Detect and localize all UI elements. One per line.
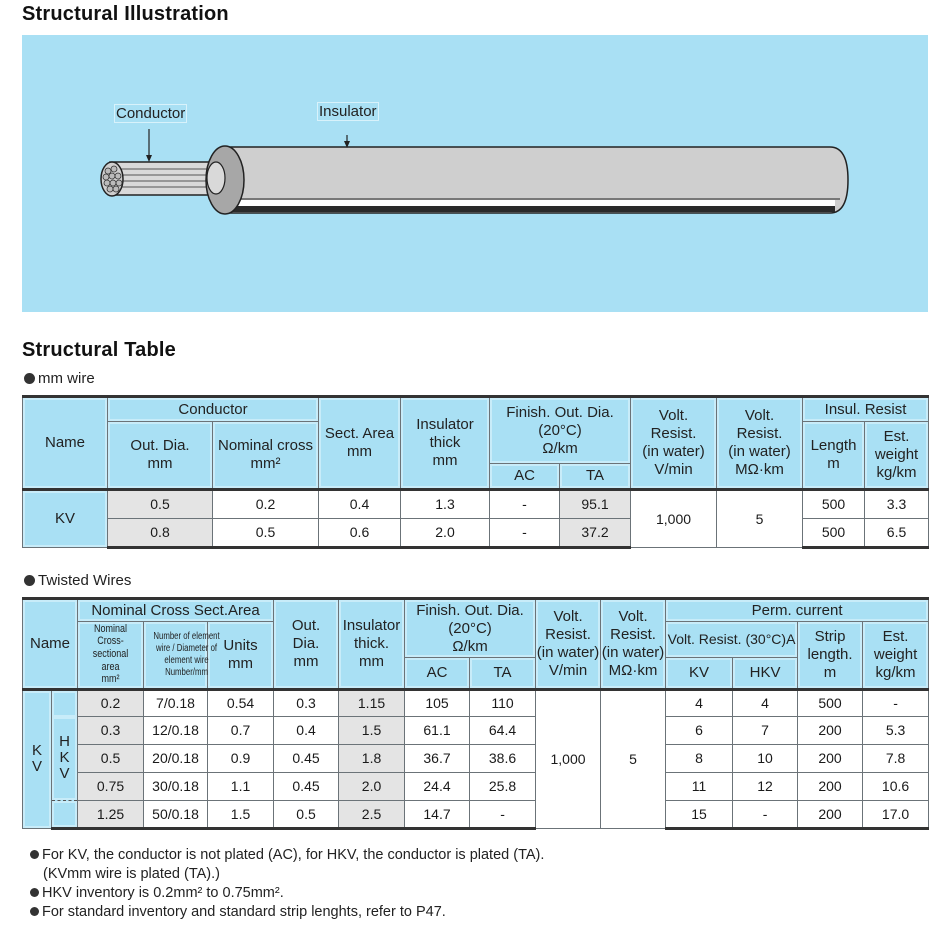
header-ta: TA: [470, 658, 536, 690]
header-name: Name: [23, 599, 78, 690]
header-length: Length m: [803, 422, 865, 490]
cell-ta: 25.8: [470, 773, 536, 801]
twisted-subtitle-text: Twisted Wires: [38, 572, 132, 589]
cell-weight: 17.0: [863, 801, 929, 829]
cell-ta: 110: [470, 690, 536, 717]
cell-out-dia: 0.8: [108, 519, 213, 548]
cell-units: 0.9: [208, 745, 274, 773]
mm-wire-subtitle: [24, 370, 95, 387]
bullet-icon: [30, 907, 39, 916]
mm-wire-table: [22, 395, 929, 549]
cell-hkv: 10: [733, 745, 798, 773]
cell-kv: 15: [666, 801, 733, 829]
cell-out-dia: 0.5: [108, 490, 213, 519]
cell-units: 0.7: [208, 717, 274, 745]
table-row: [23, 745, 929, 773]
header-insulator-thick: Insulator thick mm: [401, 397, 490, 490]
cell-strip: 200: [798, 773, 863, 801]
name-kv: KV: [23, 690, 52, 829]
header-sect-area: Sect. Area mm: [319, 397, 401, 490]
twisted-subtitle: [24, 572, 131, 589]
cell-volt-vmin: 1,000: [536, 690, 601, 829]
header-ac: AC: [490, 464, 560, 490]
cell-kv: 11: [666, 773, 733, 801]
header-out-dia: Out. Dia. mm: [274, 599, 339, 690]
cell-units: 0.54: [208, 690, 274, 717]
wire-drawing: [22, 35, 928, 312]
cell-weight: 5.3: [863, 717, 929, 745]
header-kv: KV: [666, 658, 733, 690]
cell-nominal: 0.5: [213, 519, 319, 548]
twisted-wires-table: [22, 597, 929, 830]
cell-ac: 24.4: [405, 773, 470, 801]
header-conductor: Conductor: [108, 397, 319, 422]
name-hkv-spacer: [52, 801, 78, 829]
cell-strip: 200: [798, 801, 863, 829]
table-row: [23, 690, 929, 717]
header-insulator-thick: Insulator thick. mm: [339, 599, 405, 690]
insulator-label: Insulator: [319, 103, 377, 120]
table-row: [23, 801, 929, 829]
wire-illustration: [22, 35, 928, 312]
cell-out-dia: 0.3: [274, 690, 339, 717]
cell-weight: 7.8: [863, 745, 929, 773]
cell-weight: 3.3: [865, 490, 929, 519]
cell-sect: 0.4: [319, 490, 401, 519]
bullet-icon: [30, 888, 39, 897]
cell-volt-mohm: 5: [717, 490, 803, 548]
header-ac: AC: [405, 658, 470, 690]
cell-area: 0.2: [78, 690, 144, 717]
cell-area: 1.25: [78, 801, 144, 829]
cell-ta: 64.4: [470, 717, 536, 745]
header-ta: TA: [560, 464, 631, 490]
cell-element: 7/0.18: [144, 690, 208, 717]
header-perm-current: Perm. current: [666, 599, 929, 622]
note-item: For standard inventory and standard strip lenghts, refer to P47.: [30, 903, 544, 922]
cell-insulator: 2.0: [339, 773, 405, 801]
cell-ta: 37.2: [560, 519, 631, 548]
cell-insulator: 1.8: [339, 745, 405, 773]
cell-ac: -: [490, 519, 560, 548]
cell-hkv: 12: [733, 773, 798, 801]
cell-sect: 0.6: [319, 519, 401, 548]
header-volt-resist-mohm: Volt. Resist. (in water) MΩ·km: [601, 599, 666, 690]
conductor-label: Conductor: [116, 105, 186, 122]
header-finish-out-dia: Finish. Out. Dia. (20°C) Ω/km: [405, 599, 536, 658]
cell-volt-mohm: 5: [601, 690, 666, 829]
cell-ta: -: [470, 801, 536, 829]
cell-length: 500: [803, 519, 865, 548]
notes-list: [30, 846, 544, 922]
cell-ac: 36.7: [405, 745, 470, 773]
table-row: [23, 717, 929, 745]
table-row: [23, 773, 929, 801]
cell-volt-vmin: 1,000: [631, 490, 717, 548]
header-est-weight: Est. weight kg/km: [863, 622, 929, 690]
cell-strip: 200: [798, 717, 863, 745]
cell-weight: 10.6: [863, 773, 929, 801]
note-item: (KVmm wire is plated (TA).): [43, 866, 220, 882]
header-element-wire: Number of element wire / Diameter of element wire Number/mm: [144, 622, 208, 690]
conductor-strands: [101, 162, 210, 196]
cell-ac: -: [490, 490, 560, 519]
cell-units: 1.1: [208, 773, 274, 801]
cell-out-dia: 0.45: [274, 745, 339, 773]
cell-hkv: 4: [733, 690, 798, 717]
header-volt-resist-vmin: Volt. Resist. (in water) V/min: [631, 397, 717, 490]
cell-element: 20/0.18: [144, 745, 208, 773]
header-nominal-cross-sect-area: Nominal Cross Sect.Area: [78, 599, 274, 622]
cell-insulator: 1.3: [401, 490, 490, 519]
cell-area: 0.3: [78, 717, 144, 745]
table-row: [23, 490, 929, 519]
header-nominal-area: Nominal Cross- sectional area mm²: [78, 622, 144, 690]
header-est-weight: Est. weight kg/km: [865, 422, 929, 490]
cell-strip: 500: [798, 690, 863, 717]
header-hkv: HKV: [733, 658, 798, 690]
header-units: Units mm: [208, 622, 274, 690]
mm-wire-subtitle-text: mm wire: [38, 370, 95, 387]
cell-area: 0.5: [78, 745, 144, 773]
cell-ac: 14.7: [405, 801, 470, 829]
cell-weight: 6.5: [865, 519, 929, 548]
header-strip-length: Strip length. m: [798, 622, 863, 690]
cell-insulator: 2.0: [401, 519, 490, 548]
cell-units: 1.5: [208, 801, 274, 829]
cell-insulator: 2.5: [339, 801, 405, 829]
header-out-dia: Out. Dia. mm: [108, 422, 213, 490]
cell-out-dia: 0.45: [274, 773, 339, 801]
illustration-title: Structural Illustration: [22, 3, 229, 25]
cell-kv: 8: [666, 745, 733, 773]
cell-length: 500: [803, 490, 865, 519]
cell-nominal: 0.2: [213, 490, 319, 519]
cell-element: 12/0.18: [144, 717, 208, 745]
name-hkv: HKV: [52, 717, 78, 801]
cell-ac: 61.1: [405, 717, 470, 745]
header-volt-resist-mohm: Volt. Resist. (in water) MΩ·km: [717, 397, 803, 490]
cell-insulator: 1.5: [339, 717, 405, 745]
header-nominal-cross: Nominal cross mm²: [213, 422, 319, 490]
cell-strip: 200: [798, 745, 863, 773]
note-item: For KV, the conductor is not plated (AC), for HKV, the conductor is plated (TA).: [30, 846, 544, 865]
name-hkv-spacer: [52, 690, 78, 717]
cell-element: 30/0.18: [144, 773, 208, 801]
header-insul-resist: Insul. Resist: [803, 397, 929, 422]
name-kv: KV: [23, 490, 108, 548]
cell-ta: 38.6: [470, 745, 536, 773]
cell-ac: 105: [405, 690, 470, 717]
header-volt-resist-vmin: Volt. Resist. (in water) V/min: [536, 599, 601, 690]
cell-element: 50/0.18: [144, 801, 208, 829]
cell-insulator: 1.15: [339, 690, 405, 717]
cell-area: 0.75: [78, 773, 144, 801]
table-section-title: Structural Table: [22, 339, 176, 361]
bullet-icon: [24, 373, 35, 384]
header-finish-out-dia: Finish. Out. Dia. (20°C) Ω/km: [490, 397, 631, 464]
insulator-body: [206, 146, 848, 214]
cell-out-dia: 0.4: [274, 717, 339, 745]
header-volt-resist-30: Volt. Resist. (30°C)A: [666, 622, 798, 658]
bullet-icon: [24, 575, 35, 586]
cell-ta: 95.1: [560, 490, 631, 519]
bullet-icon: [30, 850, 39, 859]
cell-kv: 4: [666, 690, 733, 717]
cell-hkv: -: [733, 801, 798, 829]
note-item: HKV inventory is 0.2mm² to 0.75mm².: [30, 884, 544, 903]
cell-out-dia: 0.5: [274, 801, 339, 829]
header-name: Name: [23, 397, 108, 490]
cell-weight: -: [863, 690, 929, 717]
cell-kv: 6: [666, 717, 733, 745]
cell-hkv: 7: [733, 717, 798, 745]
